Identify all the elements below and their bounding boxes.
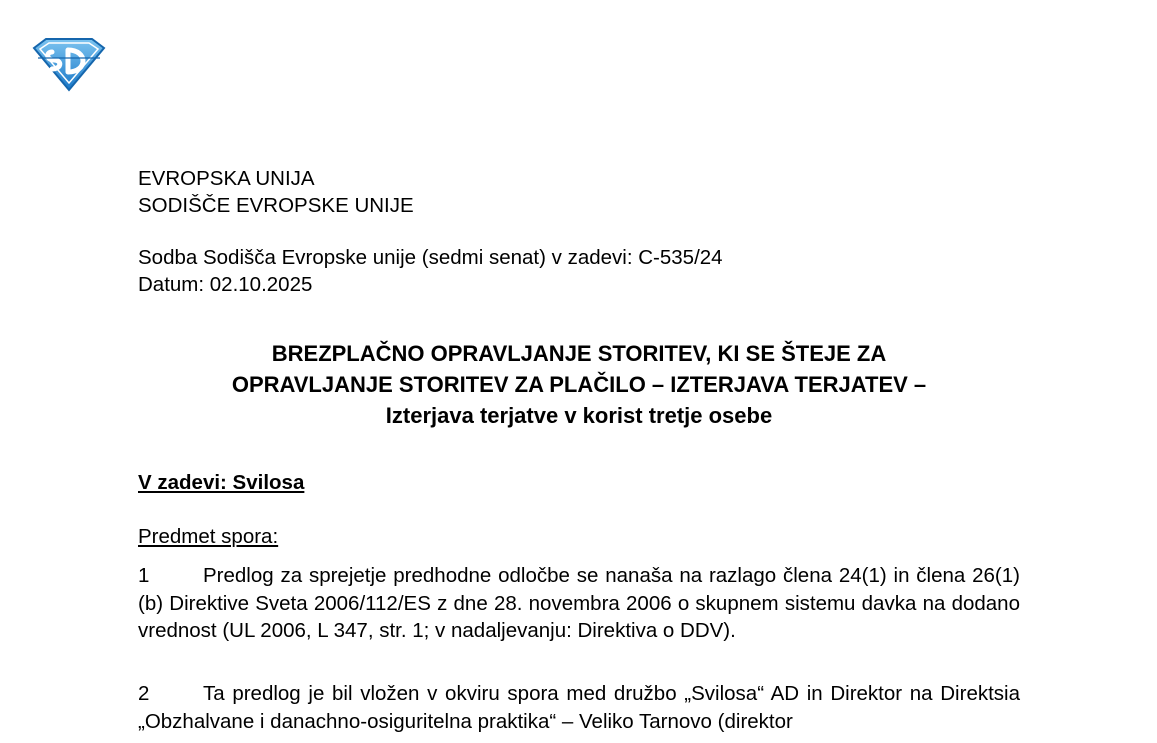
document-title	[138, 338, 1020, 431]
subject-heading: Predmet spora:	[138, 525, 279, 548]
sd-diamond-logo-icon	[32, 36, 106, 92]
title-line-1: BREZPLAČNO OPRAVLJANJE STORITEV, KI SE ŠTEJE ZA	[271, 341, 887, 366]
paragraph-number: 1	[138, 564, 150, 587]
paragraph-number: 2	[138, 682, 150, 705]
judgment-reference: Sodba Sodišča Evropske unije (sedmi senat) v zadevi: C-535/24	[138, 246, 723, 269]
court-header	[138, 165, 1020, 219]
party-heading: V zadevi: Svilosa	[138, 471, 305, 494]
paragraph	[138, 562, 1020, 645]
header-line-2: SODIŠČE EVROPSKE UNIJE	[138, 194, 414, 217]
judgment-date: Datum: 02.10.2025	[138, 273, 313, 296]
title-line-3: Izterjava terjatve v korist tretje osebe	[385, 403, 773, 428]
paragraph-text: Predlog za sprejetje predhodne odločbe se nanaša na razlago člena 24(1) in člena 26(1)(b) Direktive Sveta 2006/112/ES z dne 28. novembra 2006 o skupnem sistemu davka na dodano vrednost (UL 2006, L 347, str. 1; v nadaljevanju: Direktiva o DDV).	[138, 564, 1020, 642]
title-line-2: OPRAVLJANJE STORITEV ZA PLAČILO – IZTERJAVA TERJATEV –	[231, 372, 927, 397]
case-info	[138, 244, 1020, 298]
paragraph	[138, 680, 1020, 735]
header-line-1: EVROPSKA UNIJA	[138, 167, 315, 190]
paragraph-text: Ta predlog je bil vložen v okviru spora med družbo „Svilosa“ AD in Direktor na Direktsia „Obzhalvane i danachno-osiguritelna praktika“ – Veliko Tarnovo (direktor	[138, 682, 1020, 733]
